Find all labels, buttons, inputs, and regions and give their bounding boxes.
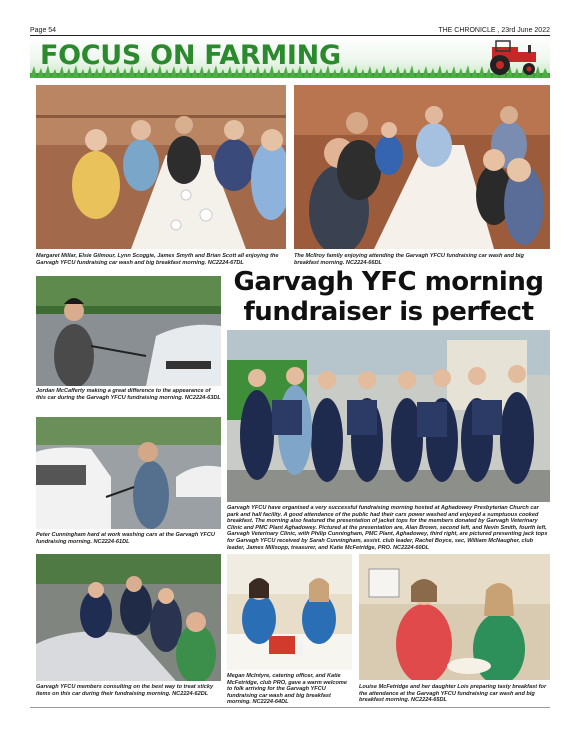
- photo-members-car: [36, 554, 221, 681]
- photo-jacket-presentation: [227, 330, 550, 502]
- photo-mcilroy-family: [294, 85, 550, 249]
- photo-peter-car-wash: [36, 417, 221, 529]
- section-title: FOCUS ON FARMING: [40, 40, 341, 71]
- photo-jordan-car-wash: [36, 276, 221, 386]
- photo-tea-group: [36, 85, 286, 249]
- caption-members-car: Garvagh YFCU members consulting on the best way to treat sticky items on this car during their fundraising morning. NC2224-62DL: [36, 684, 214, 697]
- caption-mcilroy-family: The McIlroy family enjoying attending the Garvagh YFCU fundraising car wash and big breakfast morning. NC2224-66DL: [294, 253, 524, 266]
- photo-breakfast-prep: [359, 554, 550, 680]
- photo-welcome-table: [227, 554, 352, 670]
- headline-line-1: Garvagh YFC morning: [233, 267, 544, 297]
- header-rule: [30, 35, 550, 36]
- publication-date: THE CHRONICLE , 23rd June 2022: [438, 27, 550, 34]
- page-number: Page 54: [30, 27, 57, 34]
- section-banner: [30, 37, 550, 78]
- caption-jacket-presentation: Garvagh YFCU have organised a very successful fundraising morning hosted at Aghadowey Presbyterian Church car park and hall facility. A good attendance of the public had their cars power washed and enjoyed a sumptuous cooked breakfast. The morning also featured the presentation of jacket tops for the members donated by Garvagh Veterinary Clinic and PMC Plant Aghadowey. Pictured at the presentation are, Alan Brown, second left, and Nevin Smith, fourth left, Garvagh Veterinary Clinic, with Philip Cunningham, PMC Plant, Aghadowey, third right, are pictured presenting jack tops for Garvagh YFCU received by Sarah Cunningham, assist. club leader, Rachel Boyce, sec, William McNaugher, club leader, James Millsopp, treasurer, and Katie McFetridge, PRO. NC2224-60DL: [227, 505, 548, 551]
- caption-tea-group: Margaret Millar, Elsie Gilmour, Lynn Scoggie, James Smyth and Brian Scott all enjoying the Garvagh YFCU fundraising car wash and big breakfast morning. NC2224-67DL: [36, 253, 279, 266]
- headline-line-2: fundraiser is perfect: [243, 296, 534, 327]
- caption-jordan: Jordan McCafferty making a great difference to the appearance of this car during the Garvagh YFCU fundraising morning. NC2224-63DL: [36, 388, 221, 401]
- grass-decoration: [30, 64, 550, 78]
- tractor-icon: [478, 39, 544, 76]
- caption-peter: Peter Cunningham hard at work washing cars at the Garvagh YFCU fundraising morning. NC2224-61DL: [36, 532, 215, 545]
- bottom-rule: [30, 707, 550, 708]
- caption-welcome-table: Megan McIntyre, catering officer, and Katie McFetridge, club PRO, gave a warm welcome to folk arriving for the Garvagh YFCU fundraising car wash and big breakfast morning. NC2224-64DL: [227, 673, 347, 706]
- page-header: [30, 22, 550, 34]
- caption-breakfast-prep: Louise McFetridge and her daughter Lois preparing tasty breakfast for the attendance at the Garvagh YFCU fundraising car wash and big breakfast morning. NC2224-65DL: [359, 684, 547, 704]
